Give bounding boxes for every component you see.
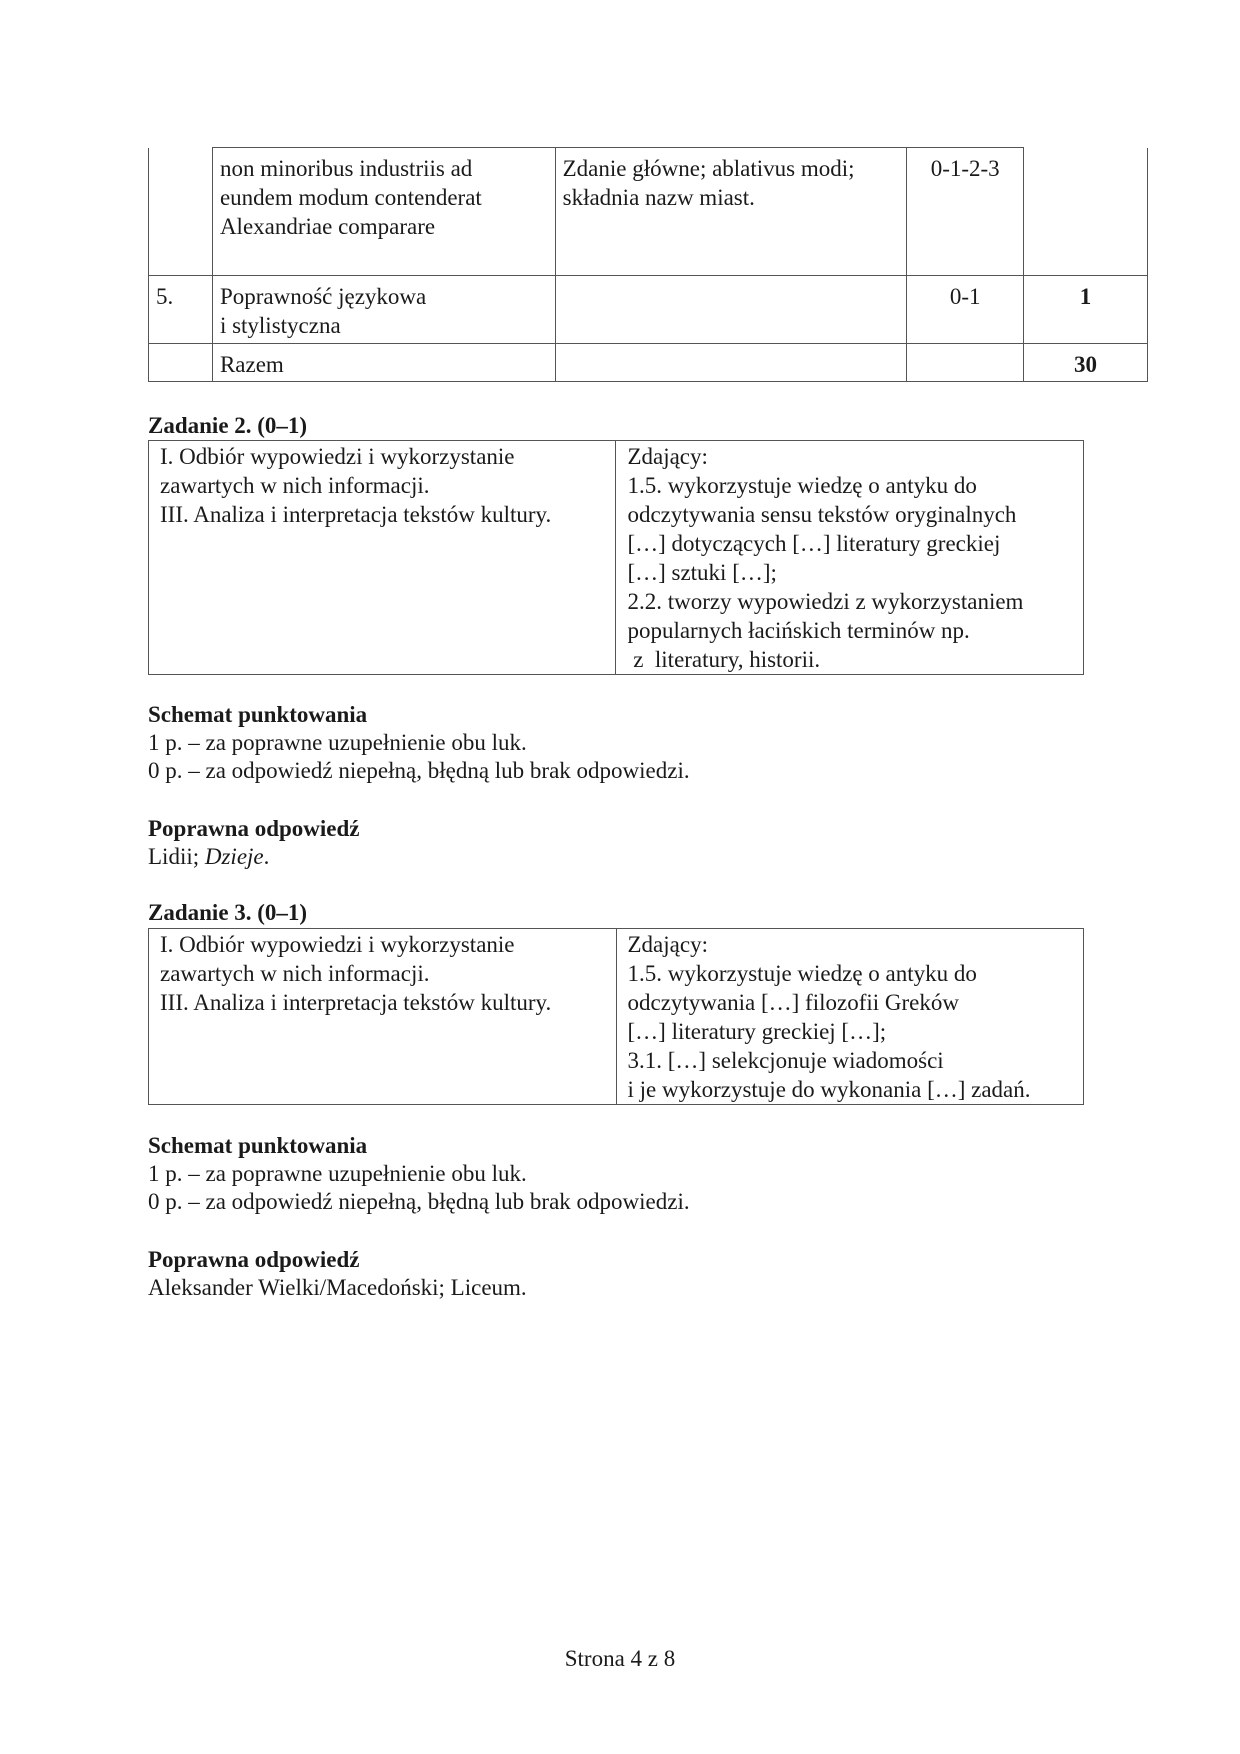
requirement-line: 2.2. tworzy wypowiedzi z wykorzystaniem: [627, 589, 1024, 614]
requirement-line: III. Analiza i interpretacja tekstów kultury.: [160, 990, 552, 1015]
task3-scheme-heading: Schemat punktowania: [148, 1133, 368, 1158]
requirement-line: 1.5. wykorzystuje wiedzę o antyku do: [627, 961, 977, 986]
comment-cell: [555, 344, 907, 382]
latin-line: Alexandriae comparare: [219, 214, 436, 239]
detailed-requirements-cell: [616, 929, 1084, 1105]
requirement-line: 1.5. wykorzystuje wiedzę o antyku do: [627, 473, 977, 498]
max-cell: [1024, 148, 1148, 276]
task3-heading: Zadanie 3. (0–1): [148, 900, 308, 925]
general-requirements-cell: [149, 929, 617, 1105]
max-cell: 1: [1024, 276, 1148, 344]
requirement-line: zawartych w nich informacji.: [160, 473, 430, 498]
detailed-requirements-cell: [616, 441, 1084, 675]
requirement-line: […] dotyczących […] literatury greckiej: [627, 531, 1001, 556]
task2-scheme-heading: Schemat punktowania: [148, 702, 368, 727]
criterion-line: Poprawność językowa: [219, 284, 427, 309]
total-label-cell: Razem: [212, 344, 555, 382]
task2-scheme-line: 1 p. – za poprawne uzupełnienie obu luk.: [148, 730, 527, 755]
requirement-line: […] sztuki […];: [627, 560, 777, 585]
task2-answer: [148, 842, 269, 871]
answer-italic-text: Dzieje: [204, 844, 264, 869]
latin-line: eundem modum contenderat: [219, 185, 482, 210]
requirement-line: odczytywania […] filozofii Greków: [627, 990, 959, 1015]
task2-heading: Zadanie 2. (0–1): [148, 413, 308, 438]
page-footer: Strona 4 z 8: [564, 1646, 676, 1671]
points-cell: 0-1: [907, 276, 1024, 344]
requirement-line: […] literatury greckiej […];: [627, 1019, 887, 1044]
latin-line: non minoribus industriis ad: [219, 156, 473, 181]
comment-line: składnia nazw miast.: [562, 185, 755, 210]
table-row: [149, 148, 1148, 276]
criterion-line: i stylistyczna: [219, 313, 341, 338]
task3-scheme-line: 1 p. – za poprawne uzupełnienie obu luk.: [148, 1161, 527, 1186]
criterion-cell: [212, 276, 555, 344]
task2-scheme-line: 0 p. – za odpowiedź niepełną, błędną lub brak odpowiedzi.: [148, 758, 690, 783]
task2-answer-heading: Poprawna odpowiedź: [148, 816, 360, 841]
requirement-line: odczytywania sensu tekstów oryginalnych: [627, 502, 1017, 527]
comment-cell: [555, 276, 907, 344]
task3-answer-heading: Poprawna odpowiedź: [148, 1247, 360, 1272]
task3-scheme-line: 0 p. – za odpowiedź niepełną, błędną lub brak odpowiedzi.: [148, 1189, 690, 1214]
row-number-cell: [149, 344, 213, 382]
task3-requirements-table: [148, 928, 1084, 1105]
points-cell: 0-1-2-3: [907, 148, 1024, 276]
requirement-line: z literatury, historii.: [627, 647, 821, 672]
requirement-line: Zdający:: [627, 444, 708, 469]
score-table: [148, 147, 1148, 382]
answer-text: Lidii;: [148, 844, 205, 869]
latin-text-cell: [212, 148, 555, 276]
requirement-line: 3.1. […] selekcjonuje wiadomości: [627, 1048, 944, 1073]
requirement-line: Zdający:: [627, 932, 708, 957]
comment-line: Zdanie główne; ablativus modi;: [562, 156, 855, 181]
row-number-cell: 5.: [149, 276, 213, 344]
requirement-line: III. Analiza i interpretacja tekstów kultury.: [160, 502, 552, 527]
total-max-cell: 30: [1024, 344, 1148, 382]
table-row: [149, 276, 1148, 344]
points-cell: [907, 344, 1024, 382]
task2-requirements-table: [148, 440, 1084, 675]
answer-end: .: [263, 844, 270, 869]
table-row: [149, 344, 1148, 382]
table-row: [149, 929, 1084, 1105]
task3-answer: Aleksander Wielki/Macedoński; Liceum.: [148, 1275, 527, 1300]
requirement-line: i je wykorzystuje do wykonania […] zadań.: [627, 1077, 1031, 1102]
general-requirements-cell: [149, 441, 616, 675]
table-row: [149, 441, 1084, 675]
requirement-line: I. Odbiór wypowiedzi i wykorzystanie: [160, 932, 515, 957]
row-number-cell: [149, 148, 213, 276]
requirement-line: popularnych łacińskich terminów np.: [627, 618, 970, 643]
comment-cell: [555, 148, 907, 276]
requirement-line: zawartych w nich informacji.: [160, 961, 430, 986]
requirement-line: I. Odbiór wypowiedzi i wykorzystanie: [160, 444, 515, 469]
